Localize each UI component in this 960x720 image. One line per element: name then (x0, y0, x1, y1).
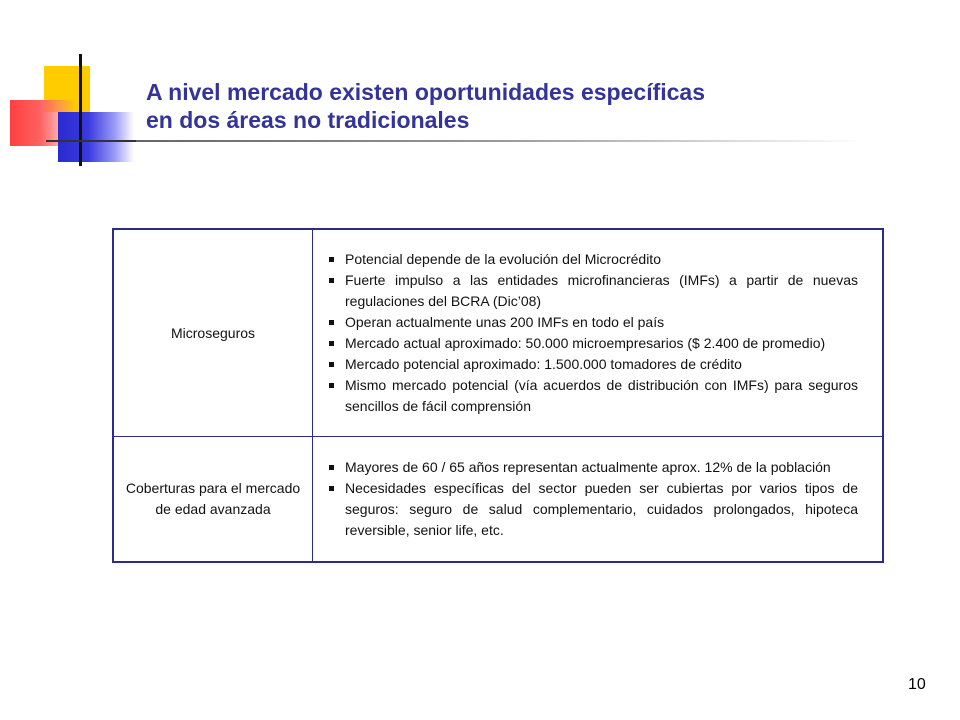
list-item (327, 249, 858, 270)
logo-blue-square (58, 112, 134, 162)
bullet-text: Potencial depende de la evolución del Microcrédito (345, 251, 661, 267)
logo-vertical-line (79, 54, 82, 166)
bullet-text: Operan actualmente unas 200 IMFs en todo el país (345, 314, 665, 330)
bullet-square-icon (329, 362, 334, 367)
list-item (327, 478, 858, 541)
title-underline (136, 140, 866, 142)
logo-horizontal-line (46, 140, 136, 142)
bullet-square-icon (329, 257, 334, 262)
opportunities-table (112, 228, 884, 563)
bullet-list (327, 457, 858, 541)
bullet-text: Mercado actual aproximado: 50.000 microempresarios ($ 2.400 de promedio) (345, 335, 826, 351)
list-item (327, 270, 858, 312)
bullet-text: Mismo mercado potencial (vía acuerdos de distribución con IMFs) para seguros sencillos de fácil comprensión (345, 377, 858, 414)
slide-title (146, 78, 906, 134)
table-row (113, 229, 883, 437)
bullet-square-icon (329, 320, 334, 325)
row-label: Coberturas para el mercado de edad avanzada (113, 437, 313, 563)
bullet-square-icon (329, 486, 334, 491)
page-number: 10 (908, 676, 926, 693)
row-bullets (313, 229, 884, 437)
slide-title-line-1: A nivel mercado existen oportunidades específicas (146, 79, 706, 105)
bullet-text: Mayores de 60 / 65 años representan actualmente aprox. 12% de la población (345, 459, 831, 475)
list-item (327, 333, 858, 354)
row-bullets (313, 437, 884, 563)
list-item (327, 375, 858, 417)
list-item (327, 457, 858, 478)
bullet-list (327, 249, 858, 417)
bullet-square-icon (329, 465, 334, 470)
bullet-text: Fuerte impulso a las entidades microfinancieras (IMFs) a partir de nuevas regulaciones del BCRA (Dic’08) (345, 272, 858, 309)
table-row (113, 437, 883, 563)
decorative-logo (0, 0, 140, 180)
slide-title-line-2: en dos áreas no tradicionales (146, 107, 470, 133)
bullet-text: Necesidades específicas del sector pueden ser cubiertas por varios tipos de seguros: seguro de salud complementario, cuidados prolongados, hipoteca reversible, senior life, etc. (345, 480, 858, 538)
bullet-square-icon (329, 278, 334, 283)
bullet-square-icon (329, 341, 334, 346)
bullet-text: Mercado potencial aproximado: 1.500.000 tomadores de crédito (345, 356, 742, 372)
list-item (327, 354, 858, 375)
list-item (327, 312, 858, 333)
row-label: Microseguros (113, 229, 313, 437)
bullet-square-icon (329, 383, 334, 388)
